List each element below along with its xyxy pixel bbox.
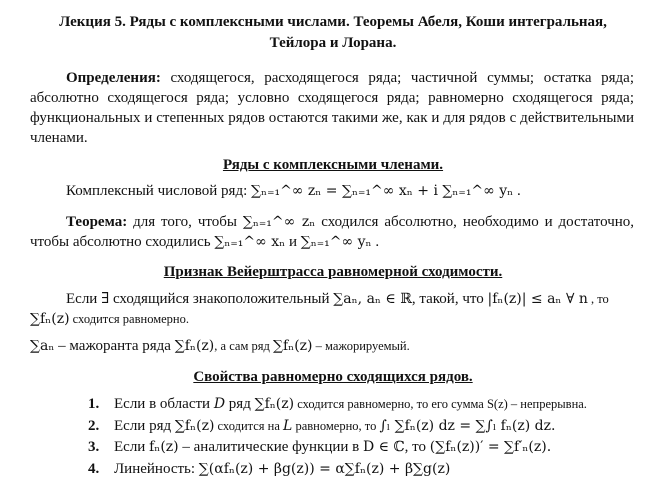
item-text: сходится равномерно, то его сумма S(z) – непрерывна. — [294, 397, 587, 411]
majorant-text-1: – мажоранта ряда — [54, 338, 175, 354]
item-number: 1. — [88, 396, 100, 412]
item-formula: ∑fₙ(z) — [254, 396, 295, 412]
complex-series-formula: ∑ₙ₌₁^∞ zₙ = ∑ₙ₌₁^∞ xₙ + i ∑ₙ₌₁^∞ yₙ — [251, 183, 514, 199]
item-formula: D — [213, 396, 226, 412]
weierstrass-text-3: , то — [587, 292, 609, 306]
item-text: Линейность: — [114, 460, 199, 477]
title-line-1: Лекция 5. Ряды с комплексными числами. Теоремы Абеля, Коши интегральная, — [59, 14, 607, 30]
list-item — [30, 437, 640, 459]
weierstrass-text-2: , такой, что — [411, 291, 488, 307]
item-number: 2. — [88, 417, 100, 434]
item-text: – аналитические функции в — [178, 439, 363, 455]
theorem-and: и — [285, 234, 301, 250]
definitions-text: сходящегося, расходящегося ряда; частичной суммы; остатка ряда; абсолютно сходящегося ряда; условно сходящегося ряда; равномерно сходящегося ряда; функциональных и степенных рядов остаются такими же, как и для рядов с действительными членами. — [30, 70, 634, 146]
theorem-formula-x: ∑ₙ₌₁^∞ xₙ — [214, 234, 286, 250]
item-text: Если — [114, 439, 150, 455]
item-formula: ∑fₙ(z) — [174, 417, 215, 434]
theorem-paragraph — [30, 212, 634, 252]
weierstrass-text-4: сходится равномерно. — [69, 312, 189, 326]
weierstrass-paragraph — [30, 289, 634, 329]
theorem-formula-z: ∑ₙ₌₁^∞ zₙ — [242, 214, 316, 230]
series-prefix: Комплексный числовой ряд: — [66, 183, 252, 199]
list-item — [30, 394, 640, 416]
item-text: ряд — [225, 396, 255, 412]
definitions-paragraph — [30, 68, 634, 148]
lecture-title — [30, 12, 636, 54]
majorant-formula-3: ∑fₙ(z) — [272, 338, 313, 354]
majorant-formula-1: ∑aₙ — [30, 338, 55, 354]
section-weierstrass-heading: Признак Вейерштрасса равномерной сходимости. — [163, 264, 503, 280]
title-line-2: Тейлора и Лорана. — [269, 35, 397, 51]
item-text: равномерно, то — [292, 418, 380, 433]
item-formula: (∑fₙ(z))′ = ∑f′ₙ(z). — [429, 439, 552, 455]
item-number: 4. — [88, 460, 100, 477]
majorant-formula-2: ∑fₙ(z) — [174, 338, 215, 354]
theorem-text-1: для того, чтобы — [127, 214, 243, 230]
weierstrass-text-1: Если ∃ сходящийся знакоположительный — [66, 291, 334, 307]
item-text: сходится на — [214, 418, 284, 433]
section-properties-heading: Свойства равномерно сходящихся рядов. — [193, 369, 473, 385]
list-item — [30, 416, 640, 438]
item-text: Если в области — [114, 396, 214, 412]
weierstrass-formula-1: ∑aₙ, aₙ ∈ ℝ — [333, 291, 412, 307]
complex-series-paragraph — [30, 181, 634, 201]
item-formula: D ∈ ℂ — [363, 439, 405, 455]
item-text: , то — [404, 439, 430, 455]
majorant-text-3: – мажорируемый. — [312, 339, 410, 353]
item-formula: L — [283, 417, 293, 434]
series-suffix: . — [513, 183, 521, 199]
item-formula: ∑(αfₙ(z) + βg(z)) = α∑fₙ(z) + β∑g(z) — [198, 460, 451, 477]
majorant-text-2: , а сам ряд — [214, 339, 273, 353]
list-item — [30, 459, 640, 481]
item-text: Если ряд — [114, 417, 175, 434]
theorem-text-2: сходился абсолютно, необходимо и достаточно, чтобы абсолютно сходились — [30, 214, 635, 250]
item-formula: fₙ(z) — [149, 439, 179, 455]
item-number: 3. — [88, 439, 100, 455]
definitions-label: Определения: — [66, 70, 161, 86]
theorem-end: . — [371, 234, 380, 250]
properties-list — [30, 394, 640, 480]
item-formula: ∫ₗ ∑fₙ(z) dz = ∑∫ₗ fₙ(z) dz. — [379, 417, 556, 434]
section-complex-series-heading: Ряды с комплексными членами. — [222, 157, 444, 173]
weierstrass-formula-3: ∑fₙ(z) — [30, 311, 70, 327]
majorant-paragraph — [30, 336, 634, 356]
theorem-label: Теорема: — [66, 214, 128, 230]
weierstrass-formula-2: |fₙ(z)| ≤ aₙ ∀ n — [487, 291, 588, 307]
theorem-formula-y: ∑ₙ₌₁^∞ yₙ — [300, 234, 372, 250]
